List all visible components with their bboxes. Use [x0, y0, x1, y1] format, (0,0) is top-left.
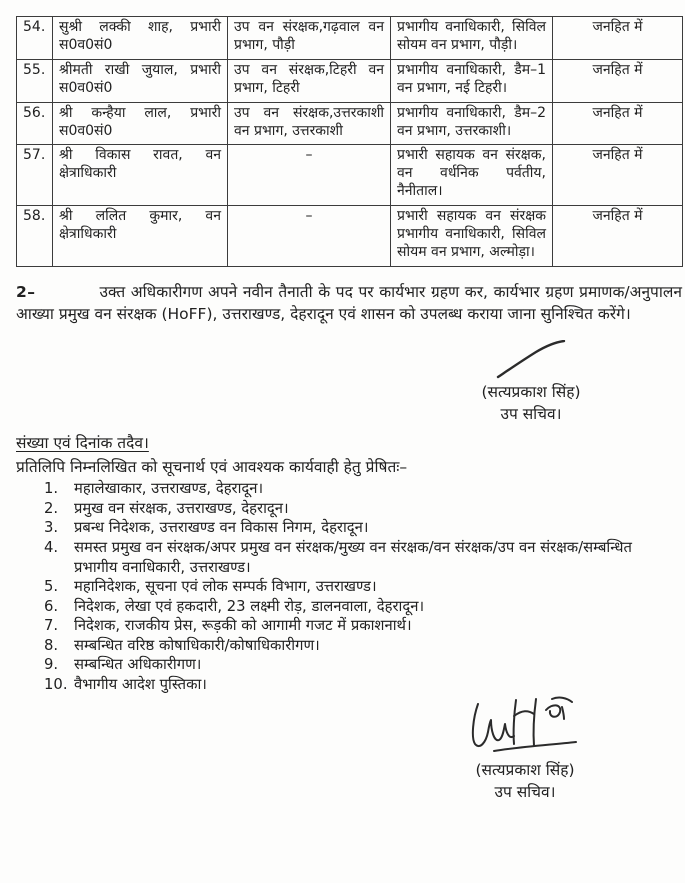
transfer-table [16, 16, 683, 267]
list-item-text: समस्त प्रमुख वन संरक्षक/अपर प्रमुख वन संरक्षक/मुख्य वन संरक्षक/वन संरक्षक/उप वन संरक्षक/सम्बन्धित प्रभागीय वनाधिकारी, उत्तराखण्ड। [74, 538, 632, 576]
list-item-text: सम्बन्धित वरिष्ठ कोषाधिकारी/कोषाधिकारीगण। [74, 636, 320, 654]
list-item-number: 9. [44, 656, 59, 674]
list-item-text: प्रबन्ध निदेशक, उत्तराखण्ड वन विकास निगम, देहरादून। [74, 519, 369, 537]
list-item [44, 518, 676, 538]
list-item-text: महानिदेशक, सूचना एवं लोक सम्पर्क विभाग, उत्तराखण्ड। [74, 578, 377, 596]
previous-post-cell: – [228, 206, 391, 267]
remark-cell: जनहित में [553, 59, 683, 102]
table-row [17, 102, 683, 145]
paragraph-2 [16, 281, 682, 325]
signatory-title: उप सचिव। [494, 783, 556, 802]
table-row [17, 145, 683, 206]
list-item-text: प्रमुख वन संरक्षक, उत्तराखण्ड, देहरादून। [74, 499, 289, 517]
list-item [44, 597, 676, 617]
list-item-text: निदेशक, राजकीय प्रेस, रूड़की को आगामी गजट में प्रकाशनार्थ। [74, 617, 412, 635]
previous-post-cell: उप वन संरक्षक,गढ़वाल वन प्रभाग, पौड़ी [228, 17, 391, 60]
signatory-title: उप सचिव। [500, 405, 562, 424]
list-item-number: 7. [44, 617, 59, 635]
new-post-cell: प्रभागीय वनाधिकारी, डैम–2 वन प्रभाग, उत्तरकाशी। [391, 102, 553, 145]
list-item-number: 10. [44, 675, 68, 693]
list-item [44, 499, 676, 519]
previous-post-cell: उप वन संरक्षक,टिहरी वन प्रभाग, टिहरी [228, 59, 391, 102]
remark-cell: जनहित में [553, 145, 683, 206]
list-item [44, 616, 676, 636]
new-post-cell: प्रभारी सहायक वन संरक्षक प्रभागीय वनाधिकारी, सिविल सोयम वन प्रभाग, अल्मोड़ा। [391, 206, 553, 267]
list-item [44, 479, 676, 499]
officer-name-cell: श्री विकास रावत, वन क्षेत्राधिकारी [53, 145, 228, 206]
distribution-list [44, 479, 676, 694]
list-item-number: 1. [44, 480, 59, 498]
remark-cell: जनहित में [553, 17, 683, 60]
new-post-cell: प्रभारी सहायक वन संरक्षक, वन वर्धनिक पर्वतीय, नैनीताल। [391, 145, 553, 206]
table-row [17, 206, 683, 267]
list-item-number: 3. [44, 519, 59, 537]
previous-post-cell: उप वन संरक्षक,उत्तरकाशी वन प्रभाग, उत्तरकाशी [228, 102, 391, 145]
serial-cell: 54. [17, 17, 53, 60]
table-row [17, 59, 683, 102]
list-item [44, 577, 676, 597]
signature-scribble-icon [466, 696, 584, 758]
officer-name-cell: श्री ललित कुमार, वन क्षेत्राधिकारी [53, 206, 228, 267]
list-item [44, 655, 676, 675]
list-item [44, 675, 676, 695]
new-post-cell: प्रभागीय वनाधिकारी, डैम–1 वन प्रभाग, नई टिहरी। [391, 59, 553, 102]
table-row [17, 17, 683, 60]
signatory-name: (सत्यप्रकाश सिंह) [475, 761, 575, 780]
previous-post-cell: – [228, 145, 391, 206]
copy-section [16, 431, 676, 694]
copy-section-heading: संख्या एवं दिनांक तदैव। [16, 434, 149, 453]
list-item [44, 538, 676, 577]
remark-cell: जनहित में [553, 102, 683, 145]
serial-cell: 56. [17, 102, 53, 145]
signature-slash-icon [490, 340, 572, 380]
remark-cell: जनहित में [553, 206, 683, 267]
paragraph-number: 2– [16, 282, 36, 301]
list-item [44, 636, 676, 656]
list-item-number: 4. [44, 538, 59, 556]
paragraph-text: उक्त अधिकारीगण अपने नवीन तैनाती के पद पर कार्यभार ग्रहण कर, कार्यभार ग्रहण प्रमाणक/अनुपालन आख्या प्रमुख वन संरक्षक (HoFF), उत्तराखण्ड, देहरादून एवं शासन को उपलब्ध कराया जाना सुनिश्चित करेंगे। [16, 282, 682, 323]
signature-block-1 [426, 340, 636, 425]
serial-cell: 55. [17, 59, 53, 102]
list-item-text: वैभागीय आदेश पुस्तिका। [74, 675, 207, 693]
list-item-number: 5. [44, 578, 59, 596]
officer-name-cell: श्रीमती राखी जुयाल, प्रभारी स0व0सं0 [53, 59, 228, 102]
list-item-number: 8. [44, 636, 59, 654]
signatory-name: (सत्यप्रकाश सिंह) [481, 383, 581, 402]
officer-name-cell: श्री कन्हैया लाल, प्रभारी स0व0सं0 [53, 102, 228, 145]
list-item-number: 6. [44, 597, 59, 615]
copy-section-intro: प्रतिलिपि निम्नलिखित को सूचनार्थ एवं आवश्यक कार्यवाही हेतु प्रेषितः– [16, 458, 408, 477]
list-item-text: सम्बन्धित अधिकारीगण। [74, 656, 202, 674]
list-item-text: महालेखाकार, उत्तराखण्ड, देहरादून। [74, 480, 264, 498]
list-item-number: 2. [44, 499, 59, 517]
signature-block-2 [420, 696, 630, 803]
serial-cell: 58. [17, 206, 53, 267]
list-item-text: निदेशक, लेखा एवं हकदारी, 23 लक्ष्मी रोड़, डालनवाला, देहरादून। [74, 597, 425, 615]
serial-cell: 57. [17, 145, 53, 206]
new-post-cell: प्रभागीय वनाधिकारी, सिविल सोयम वन प्रभाग, पौड़ी। [391, 17, 553, 60]
officer-name-cell: सुश्री लक्की शाह, प्रभारी स0व0सं0 [53, 17, 228, 60]
